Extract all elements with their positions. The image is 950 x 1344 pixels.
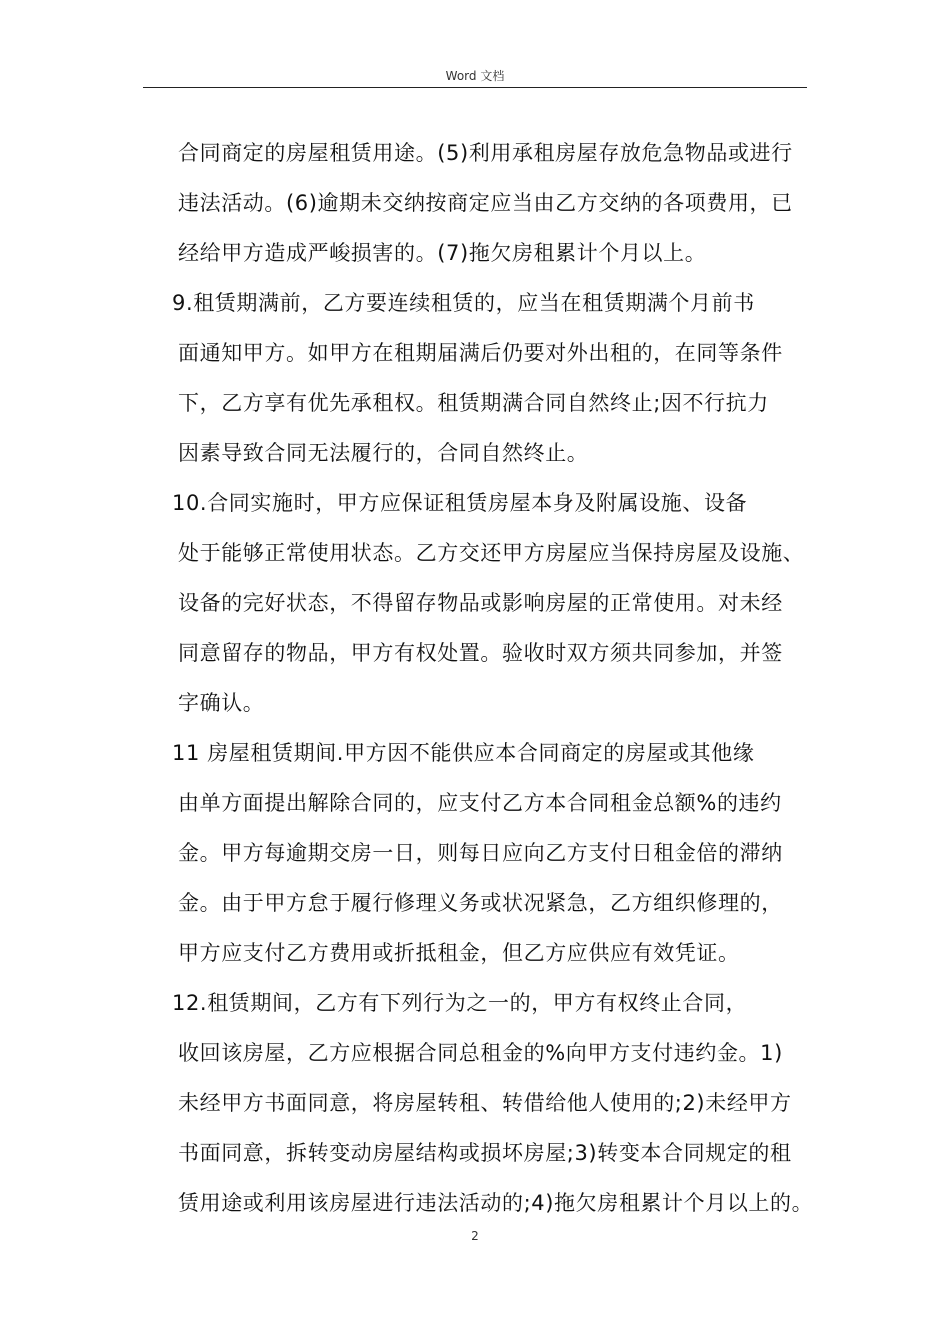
page-header-title: Word 文档 [445,69,505,83]
clause-9-first-line: 9.租赁期满前，乙方要连续租赁的，应当在租赁期满个月前书 [172,291,755,315]
document-body [172,128,818,1228]
text-line: 赁用途或利用该房屋进行违法活动的;4)拖欠房租累计个月以上的。 [178,1191,814,1215]
text-line: 由单方面提出解除合同的，应支付乙方本合同租金总额%的违约 [178,791,782,815]
text-line: 未经甲方书面同意，将房屋转租、转借给他人使用的;2)未经甲方 [178,1091,792,1115]
text-line: 面通知甲方。如甲方在租期届满后仍要对外出租的，在同等条件 [178,341,783,365]
text-line: 经给甲方造成严峻损害的。(7)拖欠房租累计个月以上。 [178,241,707,265]
text-line: 甲方应支付乙方费用或折抵租金，但乙方应供应有效凭证。 [178,941,740,965]
text-line: 字确认。 [178,691,265,715]
text-line: 下，乙方享有优先承租权。租赁期满合同自然终止;因不行抗力 [178,391,769,415]
page-number: 2 [471,1229,479,1243]
text-line: 书面同意，拆转变动房屋结构或损坏房屋;3)转变本合同规定的租 [178,1141,792,1165]
clause-11-first-line: 11 房屋租赁期间.甲方因不能供应本合同商定的房屋或其他缘 [172,741,755,765]
text-line: 违法活动。(6)逾期未交纳按商定应当由乙方交纳的各项费用，已 [178,191,793,215]
text-line: 设备的完好状态，不得留存物品或影响房屋的正常使用。对未经 [178,591,783,615]
clause-10-first-line: 10.合同实施时，甲方应保证租赁房屋本身及附属设施、设备 [172,491,748,515]
text-line: 处于能够正常使用状态。乙方交还甲方房屋应当保持房屋及设施、 [178,541,805,565]
text-line: 金。由于甲方怠于履行修理义务或状况紧急，乙方组织修理的， [178,891,783,915]
header-divider [143,87,807,88]
text-line: 同意留存的物品，甲方有权处置。验收时双方须共同参加，并签 [178,641,783,665]
text-line: 金。甲方每逾期交房一日，则每日应向乙方支付日租金倍的滞纳 [178,841,783,865]
text-line: 合同商定的房屋租赁用途。(5)利用承租房屋存放危急物品或进行 [178,141,793,165]
text-line: 收回该房屋，乙方应根据合同总租金的%向甲方支付违约金。1) [178,1041,783,1065]
text-line: 因素导致合同无法履行的，合同自然终止。 [178,441,589,465]
clause-12-first-line: 12.租赁期间，乙方有下列行为之一的，甲方有权终止合同， [172,991,748,1015]
